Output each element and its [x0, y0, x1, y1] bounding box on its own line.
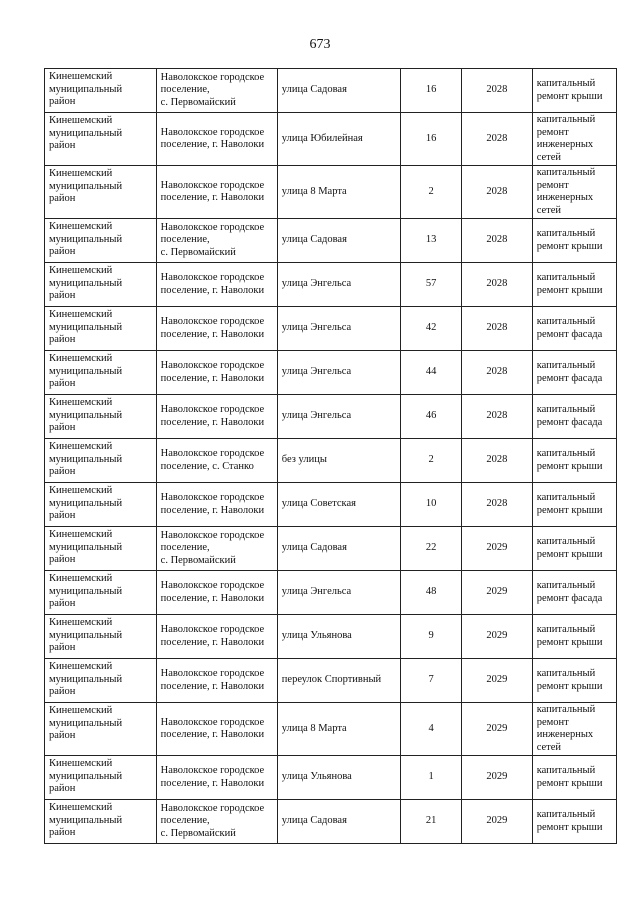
table-row — [45, 703, 617, 756]
work-type-cell-text: капитальный ремонт крыши — [536, 765, 603, 789]
street-cell — [277, 113, 400, 166]
work-type-cell-text: капитальный ремонт крыши — [536, 536, 603, 560]
settlement-cell — [156, 483, 277, 527]
district-cell — [45, 439, 157, 483]
house-number-cell-text: 9 — [428, 630, 434, 642]
street-cell-text: улица Ульянова — [281, 630, 352, 642]
district-cell-text: Кинешемский муниципальный район — [49, 705, 123, 741]
district-cell-text: Кинешемский муниципальный район — [49, 71, 123, 107]
work-type-cell-text: капитальный ремонт инженерных сетей — [536, 167, 596, 216]
house-number-cell-text: 1 — [428, 771, 434, 783]
house-number-cell-text: 57 — [425, 278, 437, 290]
street-cell — [277, 527, 400, 571]
table-row — [45, 166, 617, 219]
district-cell — [45, 219, 157, 263]
district-cell-text: Кинешемский муниципальный район — [49, 397, 123, 433]
work-type-cell-text: капитальный ремонт крыши — [536, 448, 603, 472]
repair-schedule-table — [44, 68, 617, 844]
house-number-cell — [401, 483, 462, 527]
house-number-cell-text: 44 — [425, 366, 437, 378]
house-number-cell — [401, 69, 462, 113]
street-cell — [277, 307, 400, 351]
year-cell-text: 2028 — [486, 366, 508, 378]
table-row — [45, 527, 617, 571]
district-cell-text: Кинешемский муниципальный район — [49, 661, 123, 697]
street-cell-text: улица Энгельса — [281, 278, 352, 290]
work-type-cell-text: капитальный ремонт крыши — [536, 809, 603, 833]
work-type-cell — [532, 351, 616, 395]
work-type-cell-text: капитальный ремонт инженерных сетей — [536, 114, 596, 163]
settlement-cell — [156, 659, 277, 703]
house-number-cell — [401, 659, 462, 703]
house-number-cell — [401, 351, 462, 395]
district-cell — [45, 800, 157, 844]
settlement-cell — [156, 219, 277, 263]
year-cell-text: 2028 — [486, 410, 508, 422]
work-type-cell — [532, 571, 616, 615]
district-cell-text: Кинешемский муниципальный район — [49, 758, 123, 794]
work-type-cell-text: капитальный ремонт инженерных сетей — [536, 704, 596, 753]
year-cell-text: 2029 — [486, 630, 508, 642]
street-cell-text: улица 8 Марта — [281, 185, 347, 197]
year-cell-text: 2029 — [486, 586, 508, 598]
settlement-cell — [156, 703, 277, 756]
work-type-cell-text: капитальный ремонт крыши — [536, 624, 603, 648]
district-cell-text: Кинешемский муниципальный район — [49, 573, 123, 609]
house-number-cell — [401, 756, 462, 800]
work-type-cell — [532, 527, 616, 571]
street-cell-text: улица 8 Марта — [281, 722, 347, 734]
settlement-cell — [156, 439, 277, 483]
settlement-cell — [156, 166, 277, 219]
work-type-cell — [532, 703, 616, 756]
street-cell-text: улица Ульянова — [281, 771, 352, 783]
year-cell — [462, 113, 533, 166]
street-cell-text: переулок Спортивный — [281, 674, 382, 686]
district-cell — [45, 659, 157, 703]
street-cell-text: улица Садовая — [281, 815, 347, 827]
year-cell — [462, 439, 533, 483]
settlement-cell — [156, 263, 277, 307]
year-cell-text: 2028 — [486, 234, 508, 246]
district-cell — [45, 756, 157, 800]
settlement-cell — [156, 113, 277, 166]
street-cell — [277, 69, 400, 113]
table-row — [45, 395, 617, 439]
table-row — [45, 800, 617, 844]
district-cell — [45, 307, 157, 351]
settlement-cell-text: Наволокское городское поселение, с. Станко — [160, 448, 265, 472]
year-cell-text: 2028 — [486, 185, 508, 197]
house-number-cell-text: 2 — [428, 454, 434, 466]
table-row — [45, 483, 617, 527]
district-cell-text: Кинешемский муниципальный район — [49, 115, 123, 151]
house-number-cell-text: 21 — [425, 815, 437, 827]
street-cell — [277, 351, 400, 395]
house-number-cell — [401, 527, 462, 571]
street-cell-text: улица Энгельса — [281, 366, 352, 378]
district-cell — [45, 166, 157, 219]
district-cell — [45, 69, 157, 113]
year-cell — [462, 166, 533, 219]
street-cell — [277, 659, 400, 703]
table-row — [45, 351, 617, 395]
year-cell — [462, 571, 533, 615]
year-cell-text: 2028 — [486, 322, 508, 334]
work-type-cell-text: капитальный ремонт крыши — [536, 492, 603, 516]
year-cell-text: 2028 — [486, 278, 508, 290]
house-number-cell — [401, 113, 462, 166]
house-number-cell-text: 46 — [425, 410, 437, 422]
year-cell-text: 2028 — [486, 498, 508, 510]
year-cell-text: 2029 — [486, 722, 508, 734]
year-cell-text: 2029 — [486, 674, 508, 686]
table-row — [45, 439, 617, 483]
street-cell-text: улица Энгельса — [281, 322, 352, 334]
table-row — [45, 219, 617, 263]
district-cell — [45, 483, 157, 527]
district-cell-text: Кинешемский муниципальный район — [49, 168, 123, 204]
work-type-cell — [532, 307, 616, 351]
table-row — [45, 659, 617, 703]
house-number-cell-text: 13 — [425, 234, 437, 246]
year-cell-text: 2029 — [486, 771, 508, 783]
table-row — [45, 756, 617, 800]
settlement-cell-text: Наволокское городское поселение, г. Наволоки — [160, 492, 265, 516]
district-cell-text: Кинешемский муниципальный район — [49, 441, 123, 477]
street-cell — [277, 483, 400, 527]
house-number-cell — [401, 263, 462, 307]
year-cell-text: 2028 — [486, 84, 508, 96]
house-number-cell-text: 10 — [425, 498, 437, 510]
street-cell — [277, 395, 400, 439]
house-number-cell-text: 16 — [425, 84, 437, 96]
street-cell-text: улица Энгельса — [281, 410, 352, 422]
street-cell — [277, 263, 400, 307]
settlement-cell-text: Наволокское городское поселение, с. Первомайский — [160, 802, 265, 839]
work-type-cell-text: капитальный ремонт фасада — [536, 404, 603, 428]
year-cell — [462, 483, 533, 527]
settlement-cell-text: Наволокское городское поселение, с. Первомайский — [160, 71, 265, 108]
house-number-cell — [401, 703, 462, 756]
settlement-cell — [156, 351, 277, 395]
district-cell — [45, 395, 157, 439]
table-row — [45, 113, 617, 166]
year-cell — [462, 219, 533, 263]
work-type-cell — [532, 800, 616, 844]
district-cell — [45, 263, 157, 307]
year-cell-text: 2029 — [486, 815, 508, 827]
work-type-cell-text: капитальный ремонт фасада — [536, 360, 603, 384]
house-number-cell — [401, 166, 462, 219]
district-cell-text: Кинешемский муниципальный район — [49, 617, 123, 653]
year-cell — [462, 69, 533, 113]
settlement-cell-text: Наволокское городское поселение, г. Наволоки — [160, 272, 265, 296]
street-cell-text: улица Садовая — [281, 542, 347, 554]
street-cell-text: без улицы — [281, 454, 327, 466]
settlement-cell — [156, 615, 277, 659]
year-cell — [462, 263, 533, 307]
settlement-cell-text: Наволокское городское поселение, г. Наволоки — [160, 624, 265, 648]
street-cell — [277, 800, 400, 844]
street-cell-text: улица Энгельса — [281, 586, 352, 598]
street-cell — [277, 615, 400, 659]
house-number-cell — [401, 219, 462, 263]
settlement-cell — [156, 395, 277, 439]
street-cell — [277, 166, 400, 219]
year-cell — [462, 307, 533, 351]
work-type-cell — [532, 659, 616, 703]
year-cell-text: 2028 — [486, 132, 508, 144]
work-type-cell-text: капитальный ремонт крыши — [536, 668, 603, 692]
year-cell — [462, 703, 533, 756]
district-cell — [45, 351, 157, 395]
table-body — [45, 69, 617, 844]
settlement-cell-text: Наволокское городское поселение, г. Наволоки — [160, 716, 265, 740]
street-cell — [277, 756, 400, 800]
year-cell — [462, 395, 533, 439]
street-cell-text: улица Советская — [281, 498, 356, 510]
street-cell — [277, 439, 400, 483]
street-cell-text: улица Садовая — [281, 84, 347, 96]
work-type-cell — [532, 756, 616, 800]
work-type-cell — [532, 439, 616, 483]
settlement-cell-text: Наволокское городское поселение, с. Первомайский — [160, 221, 265, 258]
settlement-cell — [156, 800, 277, 844]
district-cell-text: Кинешемский муниципальный район — [49, 265, 123, 301]
table-row — [45, 307, 617, 351]
settlement-cell-text: Наволокское городское поселение, г. Наволоки — [160, 360, 265, 384]
table-row — [45, 615, 617, 659]
house-number-cell-text: 7 — [428, 674, 434, 686]
settlement-cell-text: Наволокское городское поселение, г. Наволоки — [160, 316, 265, 340]
work-type-cell — [532, 113, 616, 166]
settlement-cell-text: Наволокское городское поселение, г. Наволоки — [160, 404, 265, 428]
work-type-cell-text: капитальный ремонт фасада — [536, 316, 603, 340]
work-type-cell-text: капитальный ремонт фасада — [536, 580, 603, 604]
district-cell-text: Кинешемский муниципальный район — [49, 485, 123, 521]
settlement-cell-text: Наволокское городское поселение, с. Первомайский — [160, 529, 265, 566]
settlement-cell-text: Наволокское городское поселение, г. Наволоки — [160, 126, 265, 150]
settlement-cell-text: Наволокское городское поселение, г. Наволоки — [160, 668, 265, 692]
district-cell — [45, 703, 157, 756]
work-type-cell — [532, 69, 616, 113]
work-type-cell-text: капитальный ремонт крыши — [536, 272, 603, 296]
house-number-cell — [401, 395, 462, 439]
house-number-cell — [401, 571, 462, 615]
district-cell-text: Кинешемский муниципальный район — [49, 309, 123, 345]
work-type-cell — [532, 166, 616, 219]
street-cell — [277, 219, 400, 263]
house-number-cell-text: 2 — [428, 185, 434, 197]
district-cell — [45, 527, 157, 571]
year-cell — [462, 615, 533, 659]
district-cell-text: Кинешемский муниципальный район — [49, 802, 123, 838]
work-type-cell — [532, 615, 616, 659]
settlement-cell — [156, 571, 277, 615]
house-number-cell — [401, 307, 462, 351]
year-cell-text: 2029 — [486, 542, 508, 554]
settlement-cell-text: Наволокское городское поселение, г. Наволоки — [160, 580, 265, 604]
district-cell-text: Кинешемский муниципальный район — [49, 221, 123, 257]
work-type-cell-text: капитальный ремонт крыши — [536, 78, 603, 102]
settlement-cell-text: Наволокское городское поселение, г. Наволоки — [160, 179, 265, 203]
year-cell-text: 2028 — [486, 454, 508, 466]
district-cell-text: Кинешемский муниципальный район — [49, 529, 123, 565]
street-cell-text: улица Юбилейная — [281, 132, 363, 144]
table-row — [45, 571, 617, 615]
work-type-cell — [532, 219, 616, 263]
settlement-cell — [156, 69, 277, 113]
work-type-cell — [532, 395, 616, 439]
house-number-cell-text: 16 — [425, 132, 437, 144]
year-cell — [462, 659, 533, 703]
work-type-cell-text: капитальный ремонт крыши — [536, 228, 603, 252]
district-cell — [45, 113, 157, 166]
street-cell-text: улица Садовая — [281, 234, 347, 246]
page-number: 673 — [309, 37, 331, 52]
house-number-cell — [401, 439, 462, 483]
year-cell — [462, 351, 533, 395]
year-cell — [462, 756, 533, 800]
house-number-cell-text: 4 — [428, 722, 434, 734]
year-cell — [462, 800, 533, 844]
table-row — [45, 69, 617, 113]
district-cell-text: Кинешемский муниципальный район — [49, 353, 123, 389]
district-cell — [45, 571, 157, 615]
house-number-cell — [401, 615, 462, 659]
house-number-cell — [401, 800, 462, 844]
settlement-cell — [156, 756, 277, 800]
house-number-cell-text: 48 — [425, 586, 437, 598]
table-row — [45, 263, 617, 307]
street-cell — [277, 571, 400, 615]
district-cell — [45, 615, 157, 659]
year-cell — [462, 527, 533, 571]
house-number-cell-text: 22 — [425, 542, 437, 554]
work-type-cell — [532, 263, 616, 307]
settlement-cell — [156, 527, 277, 571]
street-cell — [277, 703, 400, 756]
settlement-cell — [156, 307, 277, 351]
settlement-cell-text: Наволокское городское поселение, г. Наволоки — [160, 765, 265, 789]
house-number-cell-text: 42 — [425, 322, 437, 334]
work-type-cell — [532, 483, 616, 527]
